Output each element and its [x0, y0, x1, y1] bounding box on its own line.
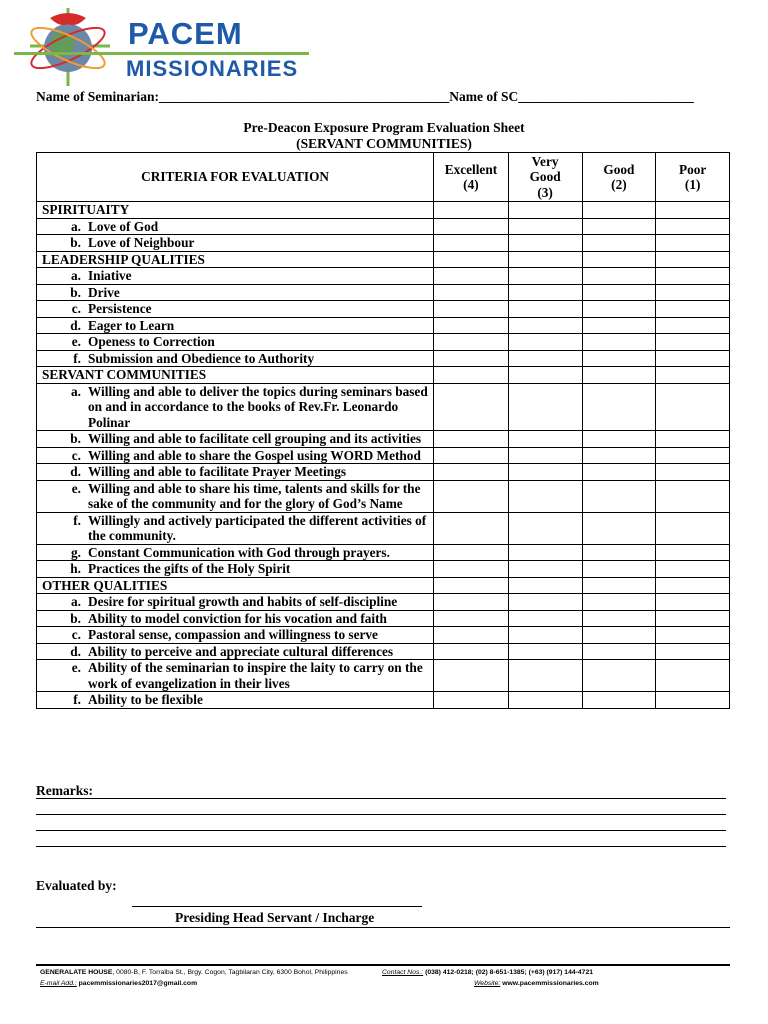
criteria-cell: [37, 447, 434, 464]
rating-cell[interactable]: [508, 383, 582, 431]
rating-cell[interactable]: [508, 577, 582, 594]
header-poor-value: (1): [684, 177, 701, 192]
criteria-row: [37, 431, 730, 448]
criteria-marker: h.: [70, 561, 81, 576]
sheet-title: Pre-Deacon Exposure Program Evaluation Sheet: [243, 120, 525, 135]
rating-cell[interactable]: [434, 512, 509, 544]
rating-cell[interactable]: [656, 643, 730, 660]
rating-cell[interactable]: [434, 251, 509, 268]
rating-cell[interactable]: [656, 334, 730, 351]
rating-cell[interactable]: [656, 301, 730, 318]
rating-cell[interactable]: [656, 317, 730, 334]
name-fields: [36, 89, 736, 105]
rating-cell[interactable]: [434, 383, 509, 431]
rating-cell[interactable]: [656, 235, 730, 252]
rating-cell[interactable]: [582, 643, 656, 660]
criteria-row: [37, 594, 730, 611]
logo-text-missionaries: MISSIONARIES: [126, 56, 299, 81]
rating-cell[interactable]: [582, 512, 656, 544]
signatory-title: Presiding Head Servant / Incharge: [175, 910, 375, 925]
criteria-marker: a.: [71, 594, 81, 609]
rating-cell[interactable]: [656, 431, 730, 448]
rating-cell[interactable]: [508, 235, 582, 252]
rating-cell[interactable]: [508, 544, 582, 561]
rating-cell[interactable]: [508, 447, 582, 464]
criteria-item: [41, 644, 429, 660]
footer-address: [40, 969, 348, 976]
rating-cell[interactable]: [582, 284, 656, 301]
rating-cell[interactable]: [582, 577, 656, 594]
criteria-marker: c.: [71, 301, 81, 316]
footer-contact: [382, 969, 593, 976]
rating-cell[interactable]: [656, 544, 730, 561]
logo-divider: [14, 52, 309, 55]
criteria-cell: [37, 561, 434, 578]
rating-cell[interactable]: [656, 480, 730, 512]
criteria-cell: [37, 692, 434, 709]
criteria-text: Ability of the seminarian to inspire the laity to carry on the work of evangelization in their lives: [88, 660, 423, 691]
rating-cell[interactable]: [508, 350, 582, 367]
rating-cell[interactable]: [508, 334, 582, 351]
rating-cell[interactable]: [582, 235, 656, 252]
criteria-marker: f.: [73, 350, 81, 366]
rating-cell[interactable]: [434, 577, 509, 594]
criteria-row: [37, 610, 730, 627]
rating-cell[interactable]: [508, 627, 582, 644]
rating-cell[interactable]: [508, 594, 582, 611]
rating-cell[interactable]: [582, 464, 656, 481]
criteria-text: Ability to perceive and appreciate cultural differences: [88, 643, 394, 659]
criteria-text: Iniative: [88, 268, 132, 283]
criteria-cell: [37, 350, 434, 367]
rating-cell[interactable]: [582, 218, 656, 235]
criteria-row: [37, 464, 730, 481]
criteria-row: [37, 480, 730, 512]
rating-cell[interactable]: [508, 464, 582, 481]
header-criteria: CRITERIA FOR EVALUATION: [37, 153, 434, 202]
rating-cell[interactable]: [582, 431, 656, 448]
criteria-cell: [37, 643, 434, 660]
criteria-item: [41, 660, 429, 691]
rating-cell[interactable]: [582, 610, 656, 627]
rating-cell[interactable]: [656, 512, 730, 544]
criteria-marker: e.: [71, 480, 81, 496]
criteria-item: [41, 351, 429, 367]
criteria-item: [41, 301, 429, 317]
rating-cell[interactable]: [656, 218, 730, 235]
criteria-cell: [37, 610, 434, 627]
rating-cell[interactable]: [434, 660, 509, 692]
criteria-item: [41, 318, 429, 334]
rating-cell[interactable]: [582, 251, 656, 268]
rating-cell[interactable]: [656, 350, 730, 367]
rating-cell[interactable]: [508, 317, 582, 334]
rating-cell[interactable]: [656, 594, 730, 611]
criteria-cell: [37, 235, 434, 252]
rating-cell[interactable]: [656, 268, 730, 285]
header-very-good-label: Good: [529, 169, 561, 185]
rating-cell[interactable]: [582, 660, 656, 692]
criteria-item: [41, 219, 429, 235]
criteria-text: Willing and able to share his time, talents and skills for the sake of the community and for the glory of God’s Name: [88, 480, 421, 511]
criteria-row: [37, 383, 730, 431]
criteria-cell: [37, 627, 434, 644]
rating-cell[interactable]: [434, 367, 509, 384]
header-poor: [656, 153, 730, 202]
rating-cell[interactable]: [434, 317, 509, 334]
rating-cell[interactable]: [656, 202, 730, 219]
criteria-row: [37, 284, 730, 301]
rating-cell[interactable]: [508, 431, 582, 448]
remarks-line[interactable]: [36, 846, 726, 847]
header-very-good: [508, 153, 582, 202]
logo-text-pacem: PACEM: [128, 16, 243, 51]
rating-cell[interactable]: [434, 594, 509, 611]
sheet-subtitle: (SERVANT COMMUNITIES): [296, 136, 472, 151]
signature-line[interactable]: [132, 906, 422, 907]
criteria-item: [41, 235, 429, 251]
criteria-text: Openess to Correction: [88, 334, 215, 349]
footer-email: [40, 980, 197, 987]
rating-cell[interactable]: [582, 627, 656, 644]
rating-cell[interactable]: [508, 367, 582, 384]
rating-cell[interactable]: [656, 464, 730, 481]
criteria-row: [37, 301, 730, 318]
criteria-text: Willing and able to share the Gospel using WORD Method: [88, 447, 421, 463]
criteria-row: [37, 512, 730, 544]
criteria-marker: c.: [71, 447, 81, 463]
signature-base-rule: [36, 927, 730, 928]
remarks-line[interactable]: [36, 814, 726, 815]
rating-cell[interactable]: [656, 692, 730, 709]
header-very-label: Very: [531, 153, 559, 169]
section-row: [37, 367, 730, 384]
section-title: OTHER QUALITIES: [37, 577, 434, 594]
rating-cell[interactable]: [656, 251, 730, 268]
globe-cross-logo-icon: [10, 6, 120, 88]
rating-cell[interactable]: [582, 268, 656, 285]
rating-cell[interactable]: [508, 480, 582, 512]
criteria-text: Pastoral sense, compassion and willingness to serve: [88, 627, 378, 642]
footer-email-address: pacemmissionaries2017@gmail.com: [76, 980, 198, 987]
rating-cell[interactable]: [434, 610, 509, 627]
criteria-cell: [37, 660, 434, 692]
criteria-item: [41, 513, 429, 544]
criteria-cell: [37, 594, 434, 611]
criteria-item: [41, 285, 429, 301]
criteria-cell: [37, 464, 434, 481]
criteria-row: [37, 692, 730, 709]
rating-cell[interactable]: [508, 610, 582, 627]
criteria-row: [37, 268, 730, 285]
criteria-cell: [37, 218, 434, 235]
criteria-row: [37, 561, 730, 578]
criteria-item: [41, 431, 429, 447]
criteria-row: [37, 334, 730, 351]
rating-cell[interactable]: [434, 218, 509, 235]
criteria-cell: [37, 268, 434, 285]
criteria-marker: d.: [70, 317, 81, 333]
criteria-text: Persistence: [88, 301, 152, 316]
criteria-row: [37, 544, 730, 561]
rating-cell[interactable]: [582, 367, 656, 384]
remarks-line[interactable]: [36, 798, 726, 799]
footer-contact-label: Contact Nos.:: [382, 969, 424, 976]
header-good-label: Good: [603, 161, 635, 177]
criteria-marker: g.: [71, 544, 81, 560]
rating-cell[interactable]: [508, 251, 582, 268]
rating-cell[interactable]: [582, 334, 656, 351]
criteria-item: [41, 627, 429, 643]
rating-cell[interactable]: [434, 627, 509, 644]
remarks-label: Remarks:: [36, 783, 93, 798]
rating-cell[interactable]: [656, 577, 730, 594]
footer-contact-numbers: (038) 412-0218; (02) 8-651-1385; (+63) (917) 144-4721: [423, 969, 594, 976]
criteria-row: [37, 350, 730, 367]
criteria-item: [41, 561, 429, 577]
rating-cell[interactable]: [508, 660, 582, 692]
criteria-text: Practices the gifts of the Holy Spirit: [88, 561, 291, 576]
criteria-item: [41, 464, 429, 480]
criteria-marker: e.: [71, 334, 81, 349]
rating-cell[interactable]: [656, 660, 730, 692]
section-title: SERVANT COMMUNITIES: [37, 367, 434, 384]
rating-cell[interactable]: [508, 692, 582, 709]
criteria-marker: e.: [71, 660, 81, 675]
evaluated-by-label: Evaluated by:: [36, 878, 117, 893]
section-row: [37, 251, 730, 268]
criteria-text: Submission and Obedience to Authority: [88, 350, 315, 366]
criteria-text: Ability to model conviction for his vocation and faith: [88, 610, 387, 626]
criteria-text: Willing and able to deliver the topics during seminars based on and in accordance to the books of Rev.Fr. Leonardo Polinar: [88, 383, 428, 430]
footer-house-address: , 0080-B, F. Torralba St., Brgy. Cogon, Tagbilaran City, 6300 Bohol, Philippines: [112, 969, 348, 976]
header-excellent: [434, 153, 509, 202]
rating-cell[interactable]: [582, 350, 656, 367]
section-row: [37, 202, 730, 219]
criteria-text: Drive: [88, 284, 120, 300]
rating-cell[interactable]: [656, 284, 730, 301]
rating-cell[interactable]: [582, 317, 656, 334]
criteria-row: [37, 447, 730, 464]
criteria-item: [41, 268, 429, 284]
rating-cell[interactable]: [582, 692, 656, 709]
sc-name-field[interactable]: Name of SC__________________________: [449, 89, 694, 104]
criteria-marker: f.: [73, 512, 81, 528]
rating-cell[interactable]: [508, 284, 582, 301]
criteria-item: [41, 384, 429, 431]
header-logo: [10, 6, 310, 88]
criteria-marker: d.: [70, 643, 81, 659]
rating-cell[interactable]: [508, 512, 582, 544]
criteria-text: Love of Neighbour: [88, 235, 195, 250]
criteria-cell: [37, 301, 434, 318]
criteria-marker: b.: [70, 431, 81, 446]
remarks-line[interactable]: [36, 830, 726, 831]
criteria-cell: [37, 334, 434, 351]
footer-website-url: www.pacemmissionaries.com: [500, 980, 599, 987]
rating-cell[interactable]: [508, 218, 582, 235]
criteria-marker: f.: [73, 692, 81, 707]
rating-cell[interactable]: [434, 284, 509, 301]
rating-cell[interactable]: [508, 301, 582, 318]
rating-cell[interactable]: [582, 544, 656, 561]
rating-cell[interactable]: [508, 268, 582, 285]
header-very-good-value: (3): [537, 184, 553, 200]
header-good-value: (2): [611, 177, 627, 192]
header-excellent-label: Excellent: [444, 161, 498, 177]
criteria-marker: a.: [71, 218, 81, 234]
criteria-marker: b.: [70, 235, 81, 250]
rating-cell[interactable]: [434, 544, 509, 561]
rating-cell[interactable]: [582, 447, 656, 464]
rating-cell[interactable]: [434, 561, 509, 578]
criteria-row: [37, 660, 730, 692]
rating-cell[interactable]: [434, 464, 509, 481]
criteria-item: [41, 611, 429, 627]
rating-cell[interactable]: [434, 447, 509, 464]
rating-cell[interactable]: [434, 692, 509, 709]
criteria-cell: [37, 383, 434, 431]
footer-house-label: GENERALATE HOUSE: [40, 969, 113, 976]
criteria-marker: a.: [71, 268, 81, 283]
header-poor-label: Poor: [678, 161, 707, 177]
rating-cell[interactable]: [434, 431, 509, 448]
footer-website: [474, 980, 599, 987]
criteria-marker: b.: [70, 610, 81, 626]
rating-cell[interactable]: [656, 367, 730, 384]
header-good: [582, 153, 656, 202]
criteria-text: Willing and able to facilitate Prayer Meetings: [88, 464, 347, 479]
criteria-item: [41, 448, 429, 464]
header-excellent-value: (4): [463, 177, 479, 192]
criteria-marker: a.: [71, 383, 81, 399]
criteria-row: [37, 643, 730, 660]
rating-cell[interactable]: [434, 301, 509, 318]
criteria-cell: [37, 431, 434, 448]
criteria-marker: b.: [70, 284, 81, 300]
rating-cell[interactable]: [582, 594, 656, 611]
criteria-cell: [37, 317, 434, 334]
criteria-text: Love of God: [88, 218, 159, 234]
rating-cell[interactable]: [582, 480, 656, 512]
rating-cell[interactable]: [434, 334, 509, 351]
criteria-text: Eager to Learn: [88, 317, 175, 333]
criteria-row: [37, 218, 730, 235]
criteria-item: [41, 334, 429, 350]
rating-cell[interactable]: [434, 350, 509, 367]
criteria-text: Ability to be flexible: [88, 692, 203, 707]
seminarian-name-field[interactable]: Name of Seminarian:___________________________________________: [36, 89, 450, 104]
criteria-item: [41, 594, 429, 610]
rating-cell[interactable]: [656, 610, 730, 627]
criteria-cell: [37, 544, 434, 561]
criteria-item: [41, 545, 429, 561]
rating-cell[interactable]: [434, 268, 509, 285]
criteria-row: [37, 235, 730, 252]
rating-cell[interactable]: [434, 235, 509, 252]
criteria-cell: [37, 512, 434, 544]
table-header-row: [37, 153, 730, 202]
criteria-marker: d.: [70, 464, 81, 479]
criteria-item: [41, 692, 429, 708]
footer-rule: [36, 964, 730, 966]
criteria-row: [37, 627, 730, 644]
rating-cell[interactable]: [582, 383, 656, 431]
rating-cell[interactable]: [582, 561, 656, 578]
table-body: [37, 202, 730, 709]
criteria-cell: [37, 284, 434, 301]
section-row: [37, 577, 730, 594]
rating-cell[interactable]: [582, 202, 656, 219]
rating-cell[interactable]: [656, 627, 730, 644]
section-title: SPIRITUAITY: [37, 202, 434, 219]
criteria-item: [41, 481, 429, 512]
criteria-text: Willing and able to facilitate cell grouping and its activities: [88, 431, 422, 446]
rating-cell[interactable]: [582, 301, 656, 318]
section-title: LEADERSHIP QUALITIES: [37, 251, 434, 268]
criteria-marker: c.: [71, 627, 81, 642]
footer-website-label: Website:: [474, 980, 501, 987]
rating-cell[interactable]: [508, 643, 582, 660]
evaluation-table: [36, 152, 730, 709]
footer-email-label: E-mail Add.:: [40, 980, 77, 987]
criteria-row: [37, 317, 730, 334]
criteria-text: Desire for spiritual growth and habits of self-discipline: [88, 594, 398, 609]
criteria-cell: [37, 480, 434, 512]
rating-cell[interactable]: [508, 561, 582, 578]
rating-cell[interactable]: [656, 561, 730, 578]
rating-cell[interactable]: [434, 643, 509, 660]
rating-cell[interactable]: [434, 480, 509, 512]
rating-cell[interactable]: [434, 202, 509, 219]
criteria-text: Willingly and actively participated the different activities of the community.: [88, 512, 427, 543]
rating-cell[interactable]: [656, 447, 730, 464]
rating-cell[interactable]: [508, 202, 582, 219]
criteria-text: Constant Communication with God through prayers.: [88, 544, 390, 560]
rating-cell[interactable]: [656, 383, 730, 431]
